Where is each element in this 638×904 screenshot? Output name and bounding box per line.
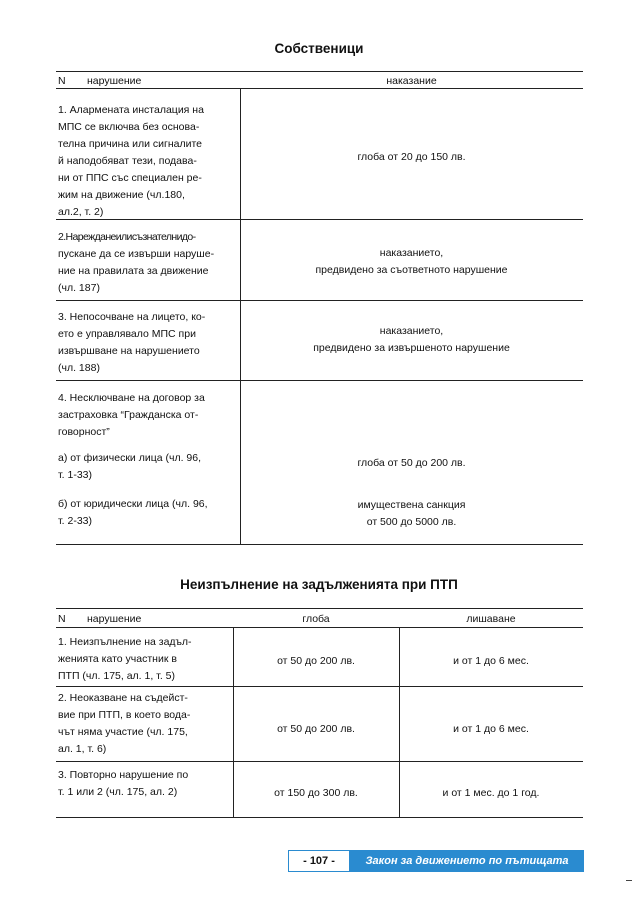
table1-bottom-rule	[56, 544, 583, 545]
table1-row4-penalty-b: имуществена санкция от 500 до 5000 лв.	[357, 499, 466, 528]
table1-row1-penalty: глоба от 20 до 150 лв.	[357, 151, 466, 163]
table1-row3-rule	[56, 380, 583, 381]
page-corner-mark	[626, 880, 632, 881]
table2-header-suspension: лишаване	[466, 613, 516, 625]
table1-header-rule	[56, 88, 583, 89]
table2-row1-violation: 1. Неизпълнение на задъл- женията като участник в ПТП (чл. 175, ал. 1, т. 5)	[58, 636, 192, 682]
table2-row3-violation: 3. Повторно нарушение по т. 1 или 2 (чл. 175, ал. 2)	[58, 769, 189, 798]
book-title-banner: Закон за движението по пътищата	[350, 850, 584, 872]
table2-bottom-rule	[56, 817, 583, 818]
table1-top-rule	[56, 71, 583, 72]
table1-row4-sub-a: а) от физически лица (чл. 96, т. 1-33)	[58, 452, 201, 481]
table2-header-rule	[56, 627, 583, 628]
table1-row3-violation: 3. Непосочване на лицето, ко- ето е управлявало МПС при извършване на нарушението (чл. 188)	[58, 311, 206, 374]
table2-header-fine: глоба	[302, 613, 330, 625]
table2-header-violation: нарушение	[87, 613, 142, 625]
table2-row2-violation: 2. Неоказване на съдейст- вие при ПТП, в което вода- чът няма участие (чл. 175, ал. 1, т. 6)	[58, 692, 191, 755]
table1-row1-rule	[56, 219, 583, 220]
table2-row3-fine: от 150 до 300 лв.	[274, 787, 358, 799]
section-title-accident-duties: Неизпълнение на задълженията при ПТП	[180, 577, 458, 592]
page-number: - 107 -	[288, 850, 350, 872]
table2-row2-suspension: и от 1 до 6 мес.	[453, 723, 529, 735]
table1-row2-violation: 2.Нарежданеилисъзнателнидо- пускане да се извърши наруше- ние на правилата за движение (чл. 187)	[58, 231, 215, 294]
table1-header-penalty: наказание	[386, 75, 437, 87]
table2-header-n: N	[58, 613, 66, 625]
table1-row4-penalty-a: глоба от 50 до 200 лв.	[357, 457, 466, 469]
table1-header-violation: нарушение	[87, 75, 142, 87]
table1-row2-penalty: наказанието, предвидено за съответното нарушение	[315, 247, 508, 276]
section-title-owners: Собственици	[274, 41, 364, 56]
table2-row1-rule	[56, 686, 583, 687]
table1-row3-penalty: наказанието, предвидено за извършеното нарушение	[313, 325, 510, 354]
table1-row2-rule	[56, 300, 583, 301]
table1-row1-violation: 1. Алармената инсталация на МПС се включва без основа- телна причина или сигналите й наподобяват тези, подава- ни от ППС със специален ре- жим на движение (чл.180, ал.2, т. 2)	[58, 104, 204, 218]
table2-row2-fine: от 50 до 200 лв.	[277, 723, 355, 735]
table2-top-rule	[56, 608, 583, 609]
table2-row2-rule	[56, 761, 583, 762]
table2-row3-suspension: и от 1 мес. до 1 год.	[442, 787, 540, 799]
table1-row4-violation: 4. Несключване на договор за застраховка “Гражданска от- говорност”	[58, 392, 205, 438]
table1-header-n: N	[58, 75, 66, 87]
table1-row4-sub-b: б) от юридически лица (чл. 96, т. 2-33)	[58, 498, 208, 527]
table2-row1-fine: от 50 до 200 лв.	[277, 655, 355, 667]
table2-row1-suspension: и от 1 до 6 мес.	[453, 655, 529, 667]
